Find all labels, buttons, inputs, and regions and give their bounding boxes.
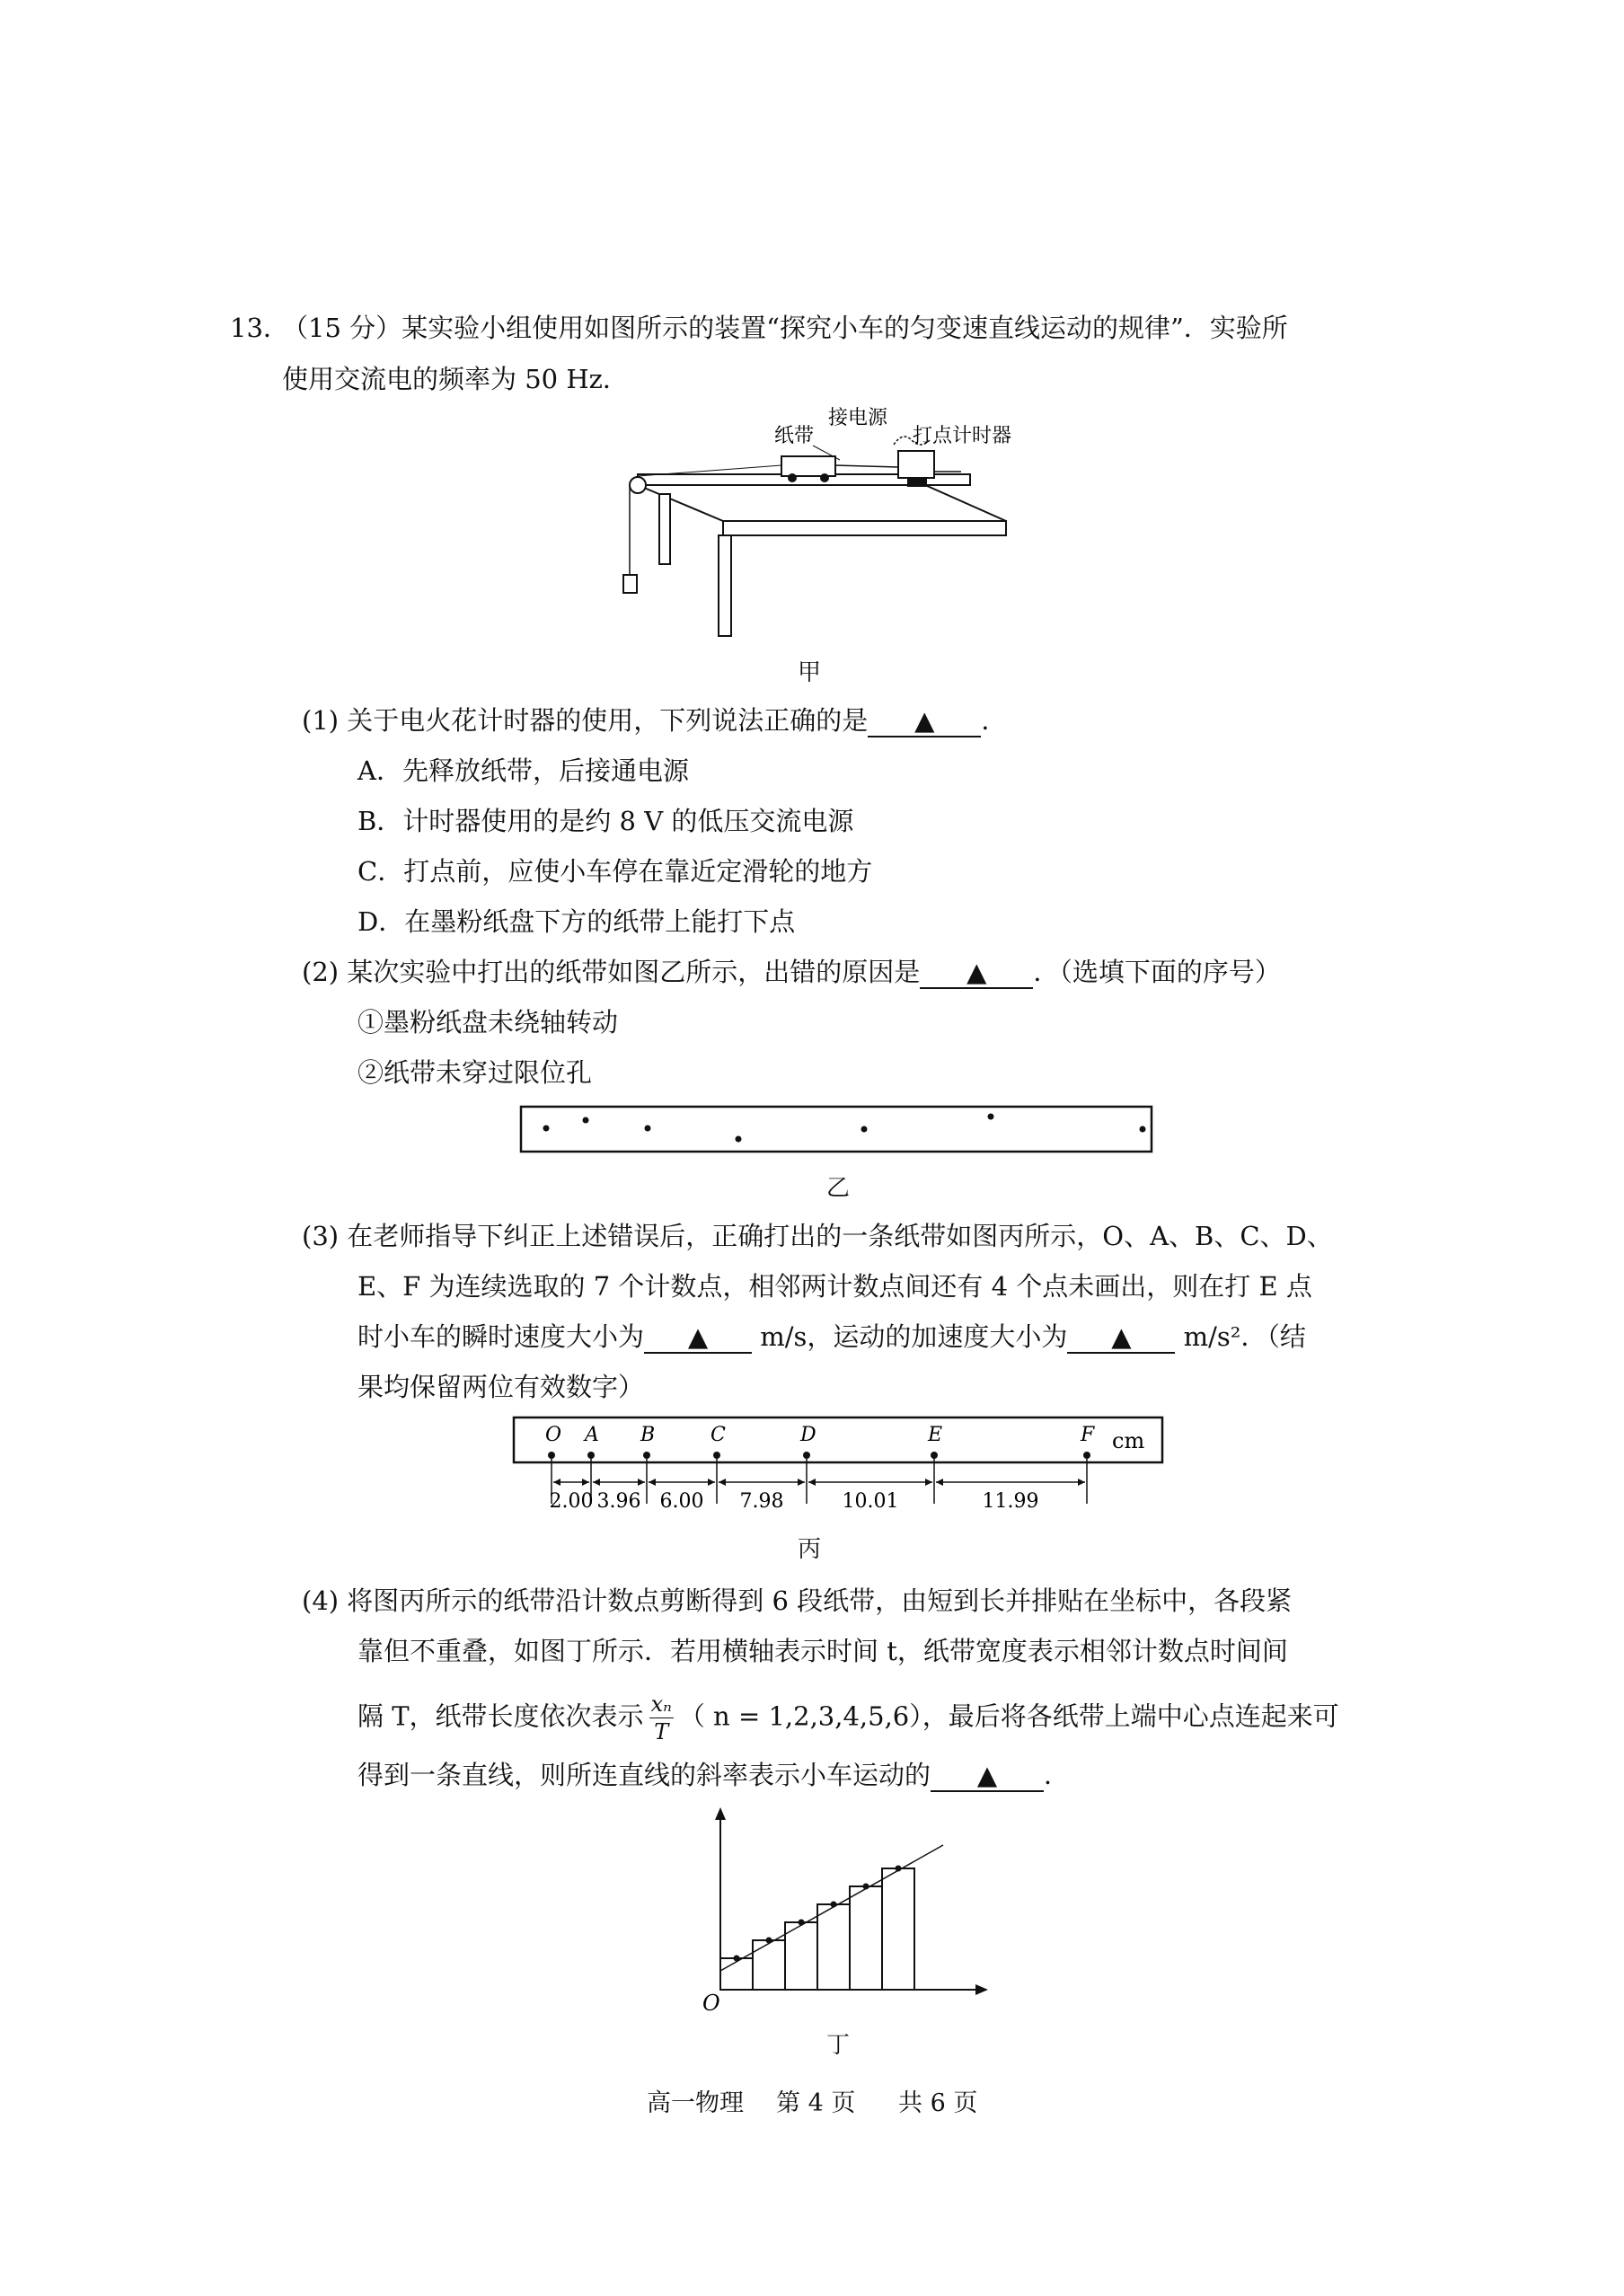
part2-option-1: ①墨粉纸盘未绕轴转动	[357, 1007, 619, 1038]
part3-text-a: 时小车的瞬时速度大小为	[357, 1321, 645, 1352]
strip-center-point	[863, 1884, 869, 1890]
fraction-numerator: xₙ	[650, 1691, 672, 1717]
strip-center-point	[799, 1920, 805, 1926]
tape-strip	[720, 1958, 753, 1990]
part3-line1: (3) 在老师指导下纠正上述错误后，正确打出的一条纸带如图丙所示，O、A、B、C、D、	[302, 1221, 1333, 1251]
tape-dot	[583, 1117, 589, 1124]
part4-answer-blank[interactable]: ▲	[931, 1760, 1044, 1792]
part1-question	[302, 702, 1007, 738]
point-label: A	[585, 1424, 599, 1446]
figure-jia-apparatus	[620, 404, 1042, 647]
part4-text-a2: 得到一条直线，则所连直线的斜率表示小车运动的	[357, 1760, 931, 1790]
arrow-head	[925, 1479, 932, 1486]
tape-outline	[521, 1107, 1152, 1152]
point-label: E	[928, 1424, 943, 1446]
segment-length: 11.99	[982, 1490, 1039, 1513]
part4-line1: (4) 将图丙所示的纸带沿计数点剪断得到 6 段纸带，由短到长并排贴在坐标中，各段紧	[302, 1585, 1293, 1616]
arrow-head	[593, 1479, 600, 1486]
tape-dot	[736, 1136, 742, 1143]
part3-acceleration-blank[interactable]: ▲	[1067, 1321, 1175, 1354]
part4-line3	[357, 1691, 1339, 1745]
fit-line	[720, 1845, 943, 1971]
tape-dot	[1140, 1126, 1146, 1133]
part3-line3	[357, 1319, 1306, 1355]
tape-strip	[753, 1940, 785, 1990]
figure-yi-caption: 乙	[826, 1175, 851, 1202]
figure-bing-caption: 丙	[798, 1536, 822, 1563]
figure-jia-caption: 甲	[798, 659, 822, 686]
part4-line2: 靠但不重叠，如图丁所示．若用横轴表示时间 t，纸带宽度表示相邻计数点时间间	[357, 1636, 1288, 1666]
part3-line4: 果均保留两位有效数字）	[357, 1372, 645, 1402]
cart-wheel	[788, 473, 797, 482]
part2-answer-blank[interactable]: ▲	[920, 957, 1033, 989]
figure-ding-caption: 丁	[826, 2032, 851, 2059]
table-leg-right	[719, 535, 731, 636]
origin-label: O	[702, 1991, 720, 2016]
label-timer: 打点计时器	[913, 425, 1012, 447]
timer-base	[907, 478, 927, 487]
arrow-head	[798, 1479, 805, 1486]
part4-line4	[357, 1757, 1070, 1793]
table-leg-left	[659, 494, 670, 564]
tape-dot	[543, 1126, 550, 1132]
tape-outline	[514, 1417, 1162, 1462]
hanging-weight	[623, 575, 637, 593]
table-top	[638, 485, 1006, 521]
part1-tail: ．	[981, 705, 1008, 736]
point-label: C	[710, 1424, 726, 1446]
tape-strip	[785, 1922, 817, 1990]
part3-velocity-blank[interactable]: ▲	[644, 1321, 752, 1354]
tape-strip	[882, 1868, 914, 1990]
part1-stem: (1) 关于电火花计时器的使用，下列说法正确的是	[302, 705, 869, 736]
tape-dot	[861, 1126, 868, 1133]
fraction-xn-over-t	[649, 1691, 674, 1745]
pulley	[630, 477, 646, 493]
arrow-head	[936, 1479, 943, 1486]
part3-line2: E、F 为连续选取的 7 个计数点，相邻两计数点间还有 4 个点未画出，则在打 E 点	[357, 1271, 1312, 1302]
segment-length: 6.00	[659, 1490, 704, 1513]
part4-tail: ．	[1044, 1760, 1071, 1790]
x-axis-arrow	[975, 1984, 988, 1995]
cart-wheel	[820, 473, 829, 482]
footer-total: 共 6 页	[898, 2089, 978, 2117]
arrow-head	[708, 1479, 715, 1486]
arrow-head	[808, 1479, 816, 1486]
point-label: O	[545, 1424, 562, 1446]
arrow-head	[1078, 1479, 1085, 1486]
figure-ding-graph	[692, 1806, 997, 2021]
label-paper-tape: 纸带	[774, 425, 815, 447]
strip-center-point	[766, 1938, 772, 1944]
point-label: D	[800, 1424, 816, 1446]
tape-dot	[988, 1114, 994, 1120]
cart	[781, 456, 835, 476]
fraction-denominator: T	[654, 1719, 669, 1744]
arrow-head	[649, 1479, 656, 1486]
arrow-head	[719, 1479, 726, 1486]
strip-center-point	[734, 1956, 740, 1962]
table-front	[723, 521, 1006, 535]
label-power-source: 接电源	[828, 407, 888, 429]
unit-label: cm	[1112, 1428, 1145, 1453]
tape-dot	[645, 1126, 651, 1132]
figure-yi-tape	[519, 1105, 1157, 1155]
arrow-head	[553, 1479, 560, 1486]
footer-subject: 高一物理	[647, 2089, 744, 2117]
part1-option-d: D．在墨粉纸盘下方的纸带上能打下点	[357, 906, 796, 937]
figure-bing-tape	[512, 1414, 1168, 1522]
point-label: F	[1081, 1424, 1095, 1446]
question-intro-line2: 使用交流电的频率为 50 Hz．	[282, 364, 629, 394]
part1-answer-blank[interactable]: ▲	[868, 705, 981, 737]
question-intro-line1: （15 分）某实验小组使用如图所示的装置“探究小车的匀变速直线运动的规律”．实验所	[282, 313, 1288, 343]
segment-length: 3.96	[596, 1490, 641, 1513]
part2-option-2: ②纸带未穿过限位孔	[357, 1057, 593, 1088]
tape-strip	[850, 1886, 882, 1990]
part4-text-a: 隔 T，纸带长度依次表示	[357, 1700, 644, 1732]
part2-stem: (2) 某次实验中打出的纸带如图乙所示，出错的原因是	[302, 957, 921, 987]
part1-option-a: A．先释放纸带，后接通电源	[357, 755, 689, 786]
y-axis-arrow	[715, 1807, 726, 1820]
spark-timer	[898, 451, 934, 478]
part1-option-b: B．计时器使用的是约 8 V 的低压交流电源	[357, 806, 854, 836]
tape-strip	[817, 1904, 850, 1990]
point-label: B	[640, 1424, 656, 1446]
part3-text-b: m/s，运动的加速度大小为	[752, 1321, 1068, 1352]
arrow-head	[638, 1479, 645, 1486]
part4-text-b: （ n = 1,2,3,4,5,6），最后将各纸带上端中心点连起来可	[678, 1700, 1339, 1732]
part2-tail: ．（选填下面的序号）	[1033, 957, 1281, 987]
footer-page: 第 4 页	[776, 2089, 856, 2117]
question-number: 13．	[230, 313, 289, 343]
strip-center-point	[896, 1866, 902, 1872]
paper-tape	[835, 465, 898, 467]
part1-option-c: C．打点前，应使小车停在靠近定滑轮的地方	[357, 856, 873, 887]
part2-question	[302, 954, 1281, 990]
segment-length: 2.00	[549, 1490, 594, 1513]
part3-text-c: m/s²．（结	[1175, 1321, 1306, 1352]
strip-center-point	[831, 1902, 837, 1908]
segment-length: 10.01	[842, 1490, 899, 1513]
arrow-head	[582, 1479, 589, 1486]
segment-length: 7.98	[739, 1490, 784, 1513]
